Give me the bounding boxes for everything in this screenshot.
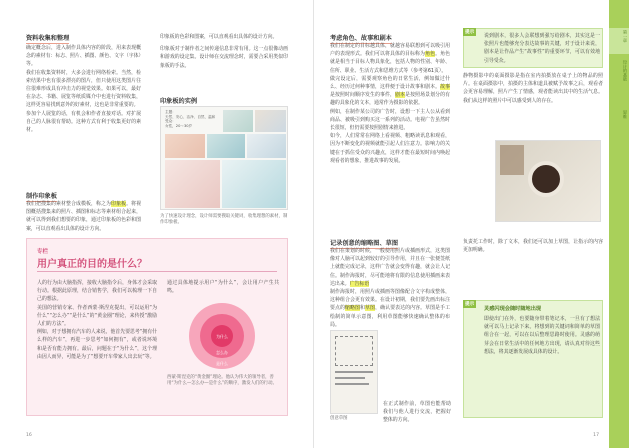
photo-tile [165, 134, 205, 158]
text-run: ，确认要表达的内容。草图是手工绘制的简单示意图，利用草图能够快速确认整体的布局。 [330, 305, 450, 328]
photo-tile [223, 110, 253, 132]
paragraph: 我们把搜集的素材整合成模板，称之为 [26, 201, 112, 207]
paragraph: 参加个人展览的话，有机会和作者直接对话。对扩展自己的人脉很有帮助。这种方式有利于收集更好的素材。 [26, 110, 141, 134]
col2-text [160, 33, 288, 70]
highlighted-term: 缩略图 [345, 305, 361, 312]
highlighted-term: 故事 [440, 84, 450, 91]
side-tab-chapter[interactable]: 第一章 [623, 30, 628, 43]
page-number: 16 [26, 433, 32, 438]
paragraph: 。将视图概括搜集来的照片、插图和标志等素材组合起来，就可以得到我们想要的印象，通过印象板的色彩和图案，可以直观看出具体的设计方向。 [26, 201, 141, 232]
note-heading: 灵感闪现会随时随地出现 [484, 306, 542, 312]
ring-label-what: 是什么 [216, 361, 228, 366]
photo-tile [207, 134, 245, 158]
sketch-line [335, 377, 365, 379]
paragraph: 人的行为由大脑指挥，接收大脑指令后，身体才会采取行动。根据此原理，结合销售学，我们可以梳理一下自己的想法。 [37, 280, 157, 303]
sketch-line [335, 383, 369, 385]
sketch-line [335, 371, 373, 373]
chapter-sidebar [609, 0, 629, 448]
colA-text [330, 42, 450, 165]
heading-persona-story: 考虑角色、故事和剧本 [330, 35, 392, 42]
col1-text-2 [26, 200, 141, 233]
highlighted-term: 剧本 [395, 92, 406, 99]
text-run: 和 [360, 305, 366, 312]
text-run: 是按照时间顺序发生的事件， [330, 92, 396, 99]
paragraph: 印象板对于制作者之间传递信息非常有用。这一点很像动画和游戏的设定集。设计师在交流理念时，需要合采用类似印象板的手法。 [160, 46, 288, 69]
paragraph: 美国的营销专家、作者西蒙·斯涅克提出，可以运用“为什么”“怎么办”“是什么”的“黄金圈”理论，来传授“激励人们的方法”。 [37, 304, 157, 328]
board-caption-line: 主题： [165, 110, 176, 114]
paragraph: 我们在收集资料时，大多会进行网络检索。当然，检索结果中也有很多漂亮的图片，但只使用这类图片往往很难形成具有冲击力的视觉效果。如果可以，最好在杂志、书籍、展览等纸质媒介中也进行资料收集，这样更容易找到意外的好素材，这也是非常重要的。 [26, 69, 141, 109]
right-page [315, 0, 629, 448]
board-caption-text: 为了快速设计理念，设计师需要搜取关键词，收集理想的素材，制作印象板。 [160, 214, 288, 226]
col1-text [26, 44, 141, 134]
board-caption-line: 天然、安心、洁净、自然、温和 [165, 114, 216, 119]
impression-board-image [160, 106, 288, 210]
side-tab-basics[interactable]: 设计的基础 [623, 60, 628, 81]
note-text: 说到剧本，很多人会联想到强写给剧本，其实这是一张照片也能够充分表达故事的关键，对于设计来说，剧本是让作品产生“故事性”的重要环节，可以有效地引导受众。 [484, 33, 600, 64]
sketch-image [330, 330, 378, 414]
side-tab-thinking[interactable]: 思维 [623, 110, 628, 119]
column-label: 专栏 [37, 249, 49, 255]
divider [37, 271, 277, 272]
board-caption [165, 110, 215, 128]
note-tag: 提示 [465, 30, 475, 35]
highlighted-term: 印象板 [111, 201, 127, 207]
colA-text-2 [330, 247, 450, 329]
photo-tile [222, 160, 286, 208]
colB-text-2: 负责托工作时，除了文本，我们还可以加上草图，让指示的内容更加明确。 [463, 239, 603, 254]
inspiration-note [463, 300, 603, 418]
paragraph: 印象板的色彩和图案，可以直观看出具体的设计方向。 [160, 34, 278, 40]
golden-circle-diagram [187, 301, 257, 371]
table-photo [495, 140, 601, 222]
colA-text-3: 在正式制作前，草图也能帮助我们与他人进行交流，把握好整体的方向。 [383, 401, 451, 424]
text-run: 。角色就是相当于目标人物具象化，包括人物的性别、年龄、住所、职业、生活方式和思维方式等（参考第61页）。 [330, 51, 450, 74]
photo-tile [165, 160, 220, 208]
heading-sketches: 记录创意的缩略图、草图 [330, 240, 399, 247]
left-page [0, 0, 314, 448]
heading-collect-materials: 资料收集和整理 [26, 35, 70, 42]
text-run: 我们在策划的时候，一般使用照片或插画形式，这类图像对人脑可以起到较好的引导作用，并且在一张便签纸上就能完成记录，这样广告就会变得有趣，就会让人记住。制作海报时，尽可能地将有限的信息使用插画来表达出来。 [330, 248, 450, 287]
sketch-caption: 创意草图 [330, 416, 348, 421]
board-caption-line: 受众： [165, 119, 176, 124]
column-box [26, 238, 288, 416]
note-box [463, 28, 603, 68]
note-text: 即使出门在外，也要随身带着笔记本，一旦有了想法就可以马上记录下来。将想到的关键词和简单的草图组合在一起，可以在以后整理思路时使用。灵感的萌芽会在日常生活中的任何地方出现，请认真对待这些想法，将其逐渐发展成具体的设计。 [484, 316, 600, 355]
highlighted-term: 广告标语 [349, 280, 370, 287]
column-title: 用户真正的目的是什么？ [37, 259, 147, 270]
text-run: 制作海报时，用照片或插画等图像配合文字构成整体，这种组合会更有效果。在设计初期，我们要先画出标注要点的 [330, 289, 450, 312]
heading-impression-board: 制作印象板 [26, 193, 57, 200]
photo-tile [255, 110, 286, 132]
column-body [37, 279, 157, 361]
ring-caption: 西蒙·斯涅克的“黄金圈”理论。他认为伟大的领导者，善用“为什么—怎么办—是什么”的顺序，激发人们的行动。 [167, 375, 277, 387]
text-run: 例如，在制作某公司的广告时，设想一下主人公从看到商品、被吸引到购买这一系列的活动。电视广告虽然时长很短，但仍需要按照剧情来推进。 [330, 108, 450, 132]
text-run: 如今，人们常常在网络上看视频、粗略读讯息和观看，因为不断变化的视频就能引起人们注意力。影响力的关键在于抓住受众的兴趣点，这样才能在最短时间内唤起观看者的想象，推进故事的发展。 [330, 133, 450, 164]
page-number: 17 [593, 433, 599, 438]
colB-text: 静物摄影中的桌面摄影是指在室内拍摄放在桌子上的物品的照片。在桌面摄影中，拍摄的主体和道具被赋予故事之后，观看者会更容易理解，照片产生了情感，观者能读出其中的生活气息。我们从这样的照片中可以感受到人的存在。 [463, 73, 603, 104]
text-run: 我们在制定的目标越具体，就越容易联想到可以吸引用户的表现形式。我们可以将具体的目标称为 [330, 43, 450, 58]
ring-label-how: 怎么办 [216, 350, 228, 355]
photo-prop [500, 145, 524, 175]
photo-tile [247, 134, 286, 158]
heading-board-example: 印象板的实例 [160, 98, 198, 105]
board-caption-line: 女性，20～30岁 [165, 123, 193, 128]
sketch-frame [335, 336, 373, 366]
paragraph: 例如，对于想拥有汽车的人来说，他首先要思考“拥有什么样的汽车”，再进一步思考“如何拥有”，或者说环境和是否有能力拥有。最后，问题在于“为什么”，这个理由因人而异，可能是为了“想要开车带家人出去玩”等。 [37, 329, 157, 360]
column-right-text: 通过具体地提示用户“为什么”，会让用户产生共鸣。 [167, 280, 279, 295]
ring-label-why: 为什么 [216, 334, 228, 339]
coffee-cup [528, 161, 564, 197]
note-tag: 提示 [465, 302, 475, 307]
text-run: 是按照场景划分的有趣的具象化的文本，通常作为摄影的依据。 [330, 92, 450, 107]
highlighted-term: 角色 [425, 51, 436, 58]
text-run: 做完设定后，需要观察角色的日常生活，例如做过什么、经历过何种事情，这样便于设计故事和剧本。 [330, 75, 450, 91]
highlighted-term: 草图 [365, 305, 376, 312]
paragraph: 确定概念后，进入制作具体内容的阶段，用来表现概念的素材有：标志、照片、插图、颜色、文字（字体）等。 [26, 45, 141, 68]
